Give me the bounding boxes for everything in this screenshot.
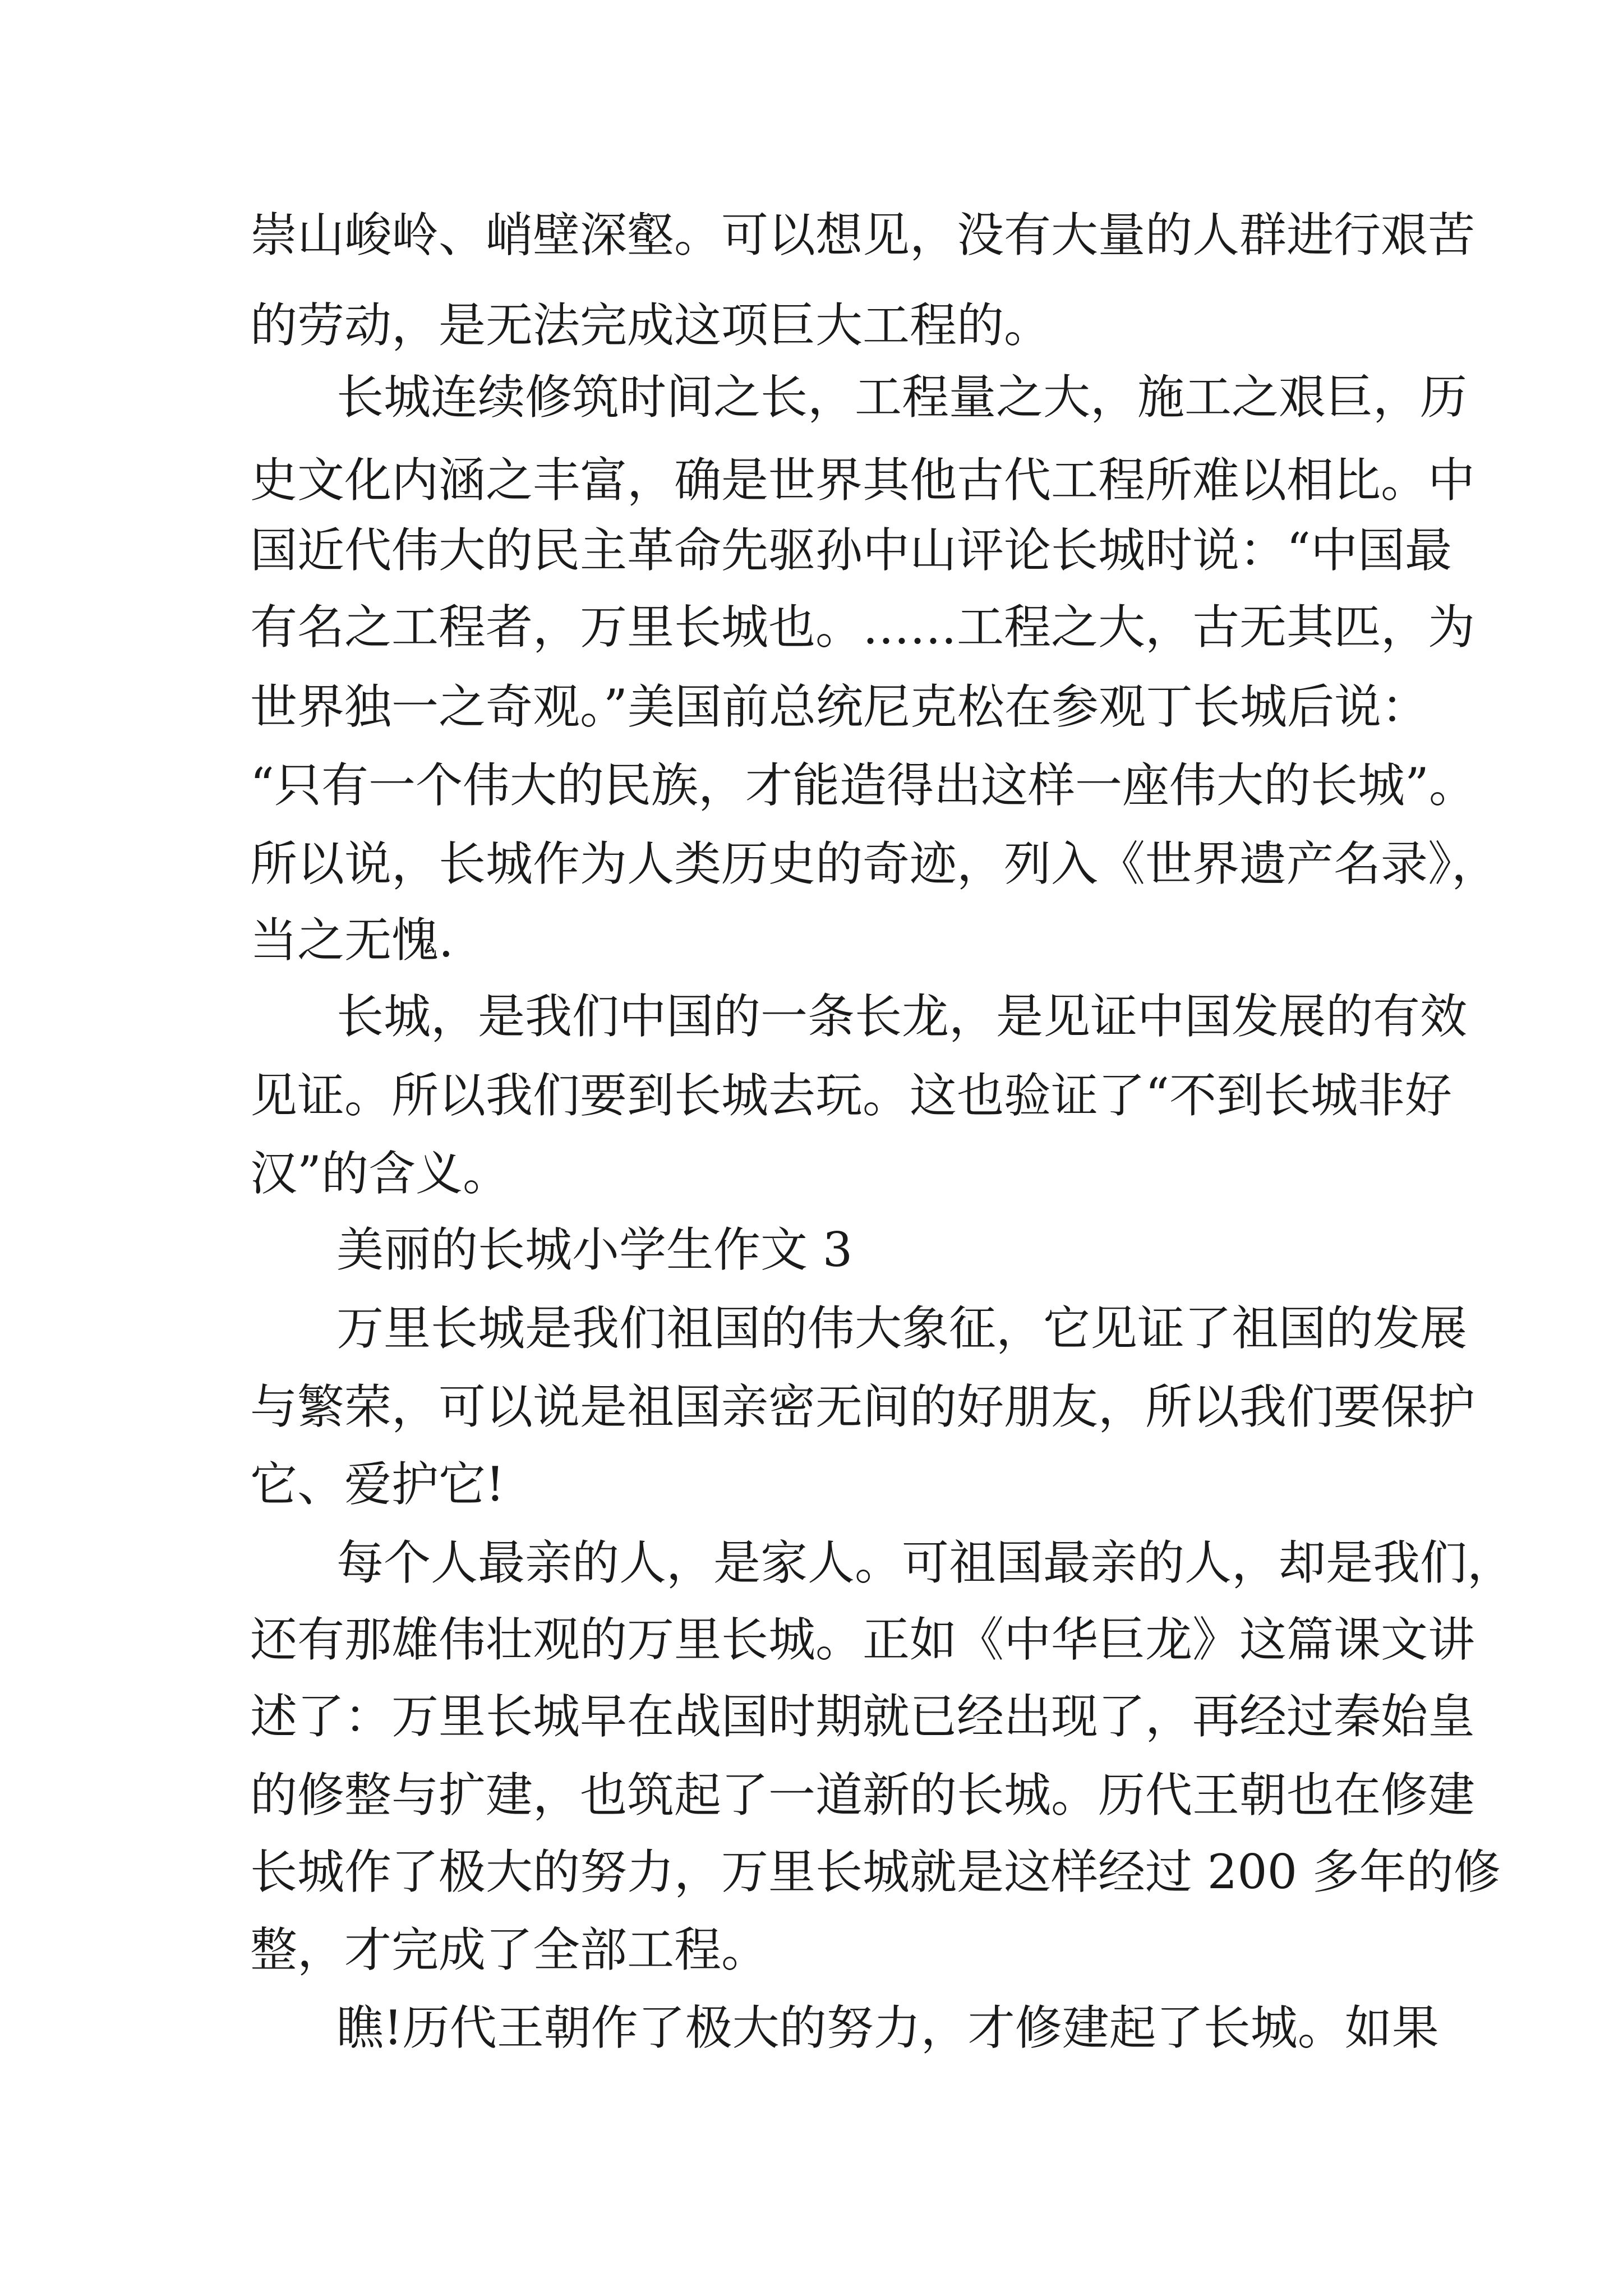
text-line: 见证。所以我们要到长城去玩。这也验证了“不到长城非好 — [250, 1068, 1452, 1123]
text-line: 的劳动，是无法完成这项巨大工程的。 — [250, 298, 1052, 353]
text-line: 崇山峻岭、峭壁深壑。可以想见，没有大量的人群进行艰苦 — [250, 208, 1476, 263]
text-line: “只有一个伟大的民族，才能造得出这样一座伟大的长城”。 — [250, 758, 1476, 813]
text-line: 整，才完成了全部工程。 — [250, 1922, 769, 1977]
text-line: 世界独一之奇观。”美国前总统尼克松在参观丁长城后说： — [250, 679, 1428, 734]
text-line: 汉”的含义。 — [250, 1146, 510, 1201]
text-line: 述了：万里长城早在战国时期就已经出现了，再经过秦始皇 — [250, 1689, 1476, 1744]
text-line: 的修整与扩建，也筑起了一道新的长城。历代王朝也在修建 — [250, 1768, 1476, 1823]
text-line: 它、爱护它! — [250, 1457, 505, 1512]
text-line: 与繁荣，可以说是祖国亲密无间的好朋友，所以我们要保护 — [250, 1379, 1476, 1434]
text-line: 有名之工程者，万里长城也。……工程之大，古无其匹，为 — [250, 600, 1476, 655]
text-line: 还有那雄伟壮观的万里长城。正如《中华巨龙》这篇课文讲 — [250, 1612, 1476, 1667]
text-line: 长城连续修筑时间之长，工程量之大，施工之艰巨，历 — [336, 370, 1468, 425]
text-line: 史文化内涵之丰富，确是世界其他古代工程所难以相比。中 — [250, 453, 1476, 508]
text-line: 长城作了极大的努力，万里长城就是这样经过 200 多年的修 — [250, 1844, 1501, 1899]
text-line: 国近代伟大的民主革命先驱孙中山评论长城时说：“中国最 — [250, 523, 1452, 578]
text-line: 每个人最亲的人，是家人。可祖国最亲的人，却是我们， — [336, 1535, 1515, 1590]
text-line: 万里长城是我们祖国的伟大象征，它见证了祖国的发展 — [336, 1301, 1468, 1356]
section-heading: 美丽的长城小学生作文 3 — [336, 1222, 853, 1277]
text-line: 所以说，长城作为人类历史的奇迹，列入《世界遗产名录》， — [250, 836, 1499, 891]
text-line: 当之无愧. — [250, 913, 454, 968]
text-line: 长城，是我们中国的一条长龙，是见证中国发展的有效 — [336, 989, 1468, 1044]
text-line: 瞧!历代王朝作了极大的努力，才修建起了长城。如果 — [336, 2000, 1439, 2055]
